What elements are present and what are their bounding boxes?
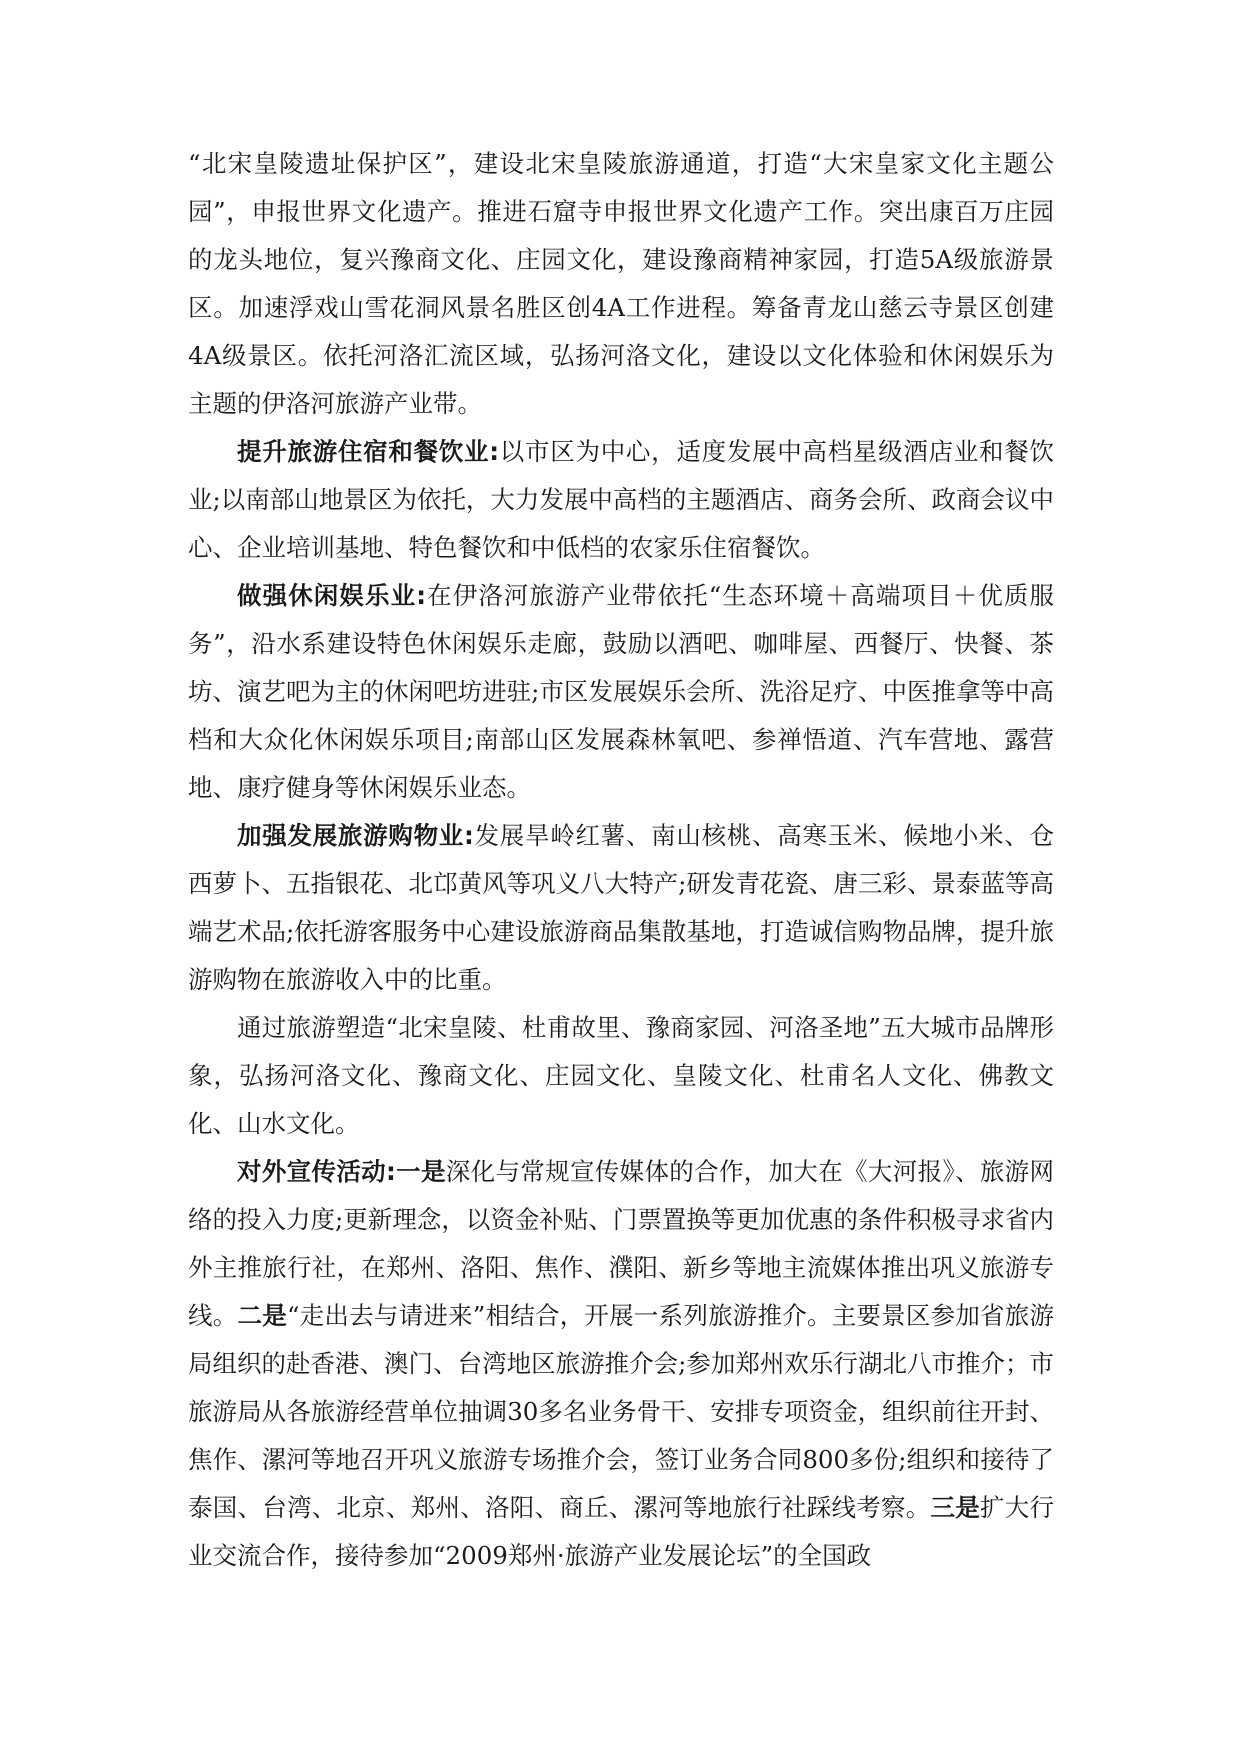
paragraph-promotion <box>188 1148 1054 1580</box>
paragraph-text: 在伊洛河旅游产业带依托“生态环境＋高端项目＋优质服务”，沿水系建设特色休闲娱乐走廊，鼓励以酒吧、咖啡屋、西餐厅、快餐、茶坊、演艺吧为主的休闲吧坊进驻;市区发展娱乐会所、洗浴足疗、中医推拿等中高档和大众化休闲娱乐项目;南部山区发展森林氧吧、参禅悟道、汽车营地、露营地、康疗健身等休闲娱乐业态。 <box>188 581 1055 802</box>
promo-point-one-label: 一是 <box>395 1157 446 1186</box>
paragraph-lead: 加强发展旅游购物业: <box>237 821 474 850</box>
paragraph-text: 以市区为中心，适度发展中高档星级酒店业和餐饮业;以南部山地景区为依托，大力发展中高档的主题酒店、商务会所、政商会议中心、企业培训基地、特色餐饮和中低档的农家乐住宿餐饮。 <box>188 437 1055 562</box>
promo-point-one-text: 深化与常规宣传媒体的合作，加大在《大河报》、旅游网络的投入力度;更新理念，以资金补贴、门票置换等更加优惠的条件积极寻求省内外主推旅行社，在郑州、洛阳、焦作、濮阳、新乡等地主流媒体推出巩义旅游专线。 <box>188 1157 1054 1330</box>
paragraph-lodging <box>188 428 1054 572</box>
promo-point-three-text: 扩大行业交流合作，接待参加“2009郑州·旅游产业发展论坛”的全国政 <box>188 1493 1054 1570</box>
paragraph-text: 通过旅游塑造“北宋皇陵、杜甫故里、豫商家园、河洛圣地”五大城市品牌形象，弘扬河洛文化、豫商文化、庄园文化、皇陵文化、杜甫名人文化、佛教文化、山水文化。 <box>188 1013 1055 1138</box>
promo-point-three-label: 三是 <box>930 1493 980 1522</box>
document-page <box>188 140 1054 1580</box>
paragraph-shopping <box>188 812 1054 1004</box>
promo-point-two-text: “走出去与请进来”相结合，开展一系列旅游推介。主要景区参加省旅游局组织的赴香港、澳门、台湾地区旅游推介会;参加郑州欢乐行湖北八市推介；市旅游局从各旅游经营单位抽调30多名业务骨干、安排专项资金，组织前往开封、焦作、漯河等地召开巩义旅游专场推介会，签订业务合同800多份;组织和接待了泰国、台湾、北京、郑州、洛阳、商丘、漯河等地旅行社踩线考察。 <box>188 1301 1055 1522</box>
paragraph-leisure <box>188 572 1054 812</box>
paragraph-lead: 提升旅游住宿和餐饮业: <box>237 437 500 466</box>
paragraph-heritage <box>188 140 1054 428</box>
paragraph-brand <box>188 1004 1054 1148</box>
promo-point-two-label: 二是 <box>237 1301 287 1330</box>
paragraph-text: “北宋皇陵遗址保护区”，建设北宋皇陵旅游通道，打造“大宋皇家文化主题公园”，申报世界文化遗产。推进石窟寺申报世界文化遗产工作。突出康百万庄园的龙头地位，复兴豫商文化、庄园文化，建设豫商精神家园，打造5A级旅游景区。加速浮戏山雪花洞风景名胜区创4A工作进程。筹备青龙山慈云寺景区创建4A级景区。依托河洛汇流区域，弘扬河洛文化，建设以文化体验和休闲娱乐为主题的伊洛河旅游产业带。 <box>188 149 1054 418</box>
paragraph-lead: 对外宣传活动: <box>237 1157 396 1186</box>
paragraph-lead: 做强休闲娱乐业: <box>237 581 426 610</box>
paragraph-text: 发展旱岭红薯、南山核桃、高寒玉米、候地小米、仓西萝卜、五指银花、北邙黄风等巩义八大特产;研发青花瓷、唐三彩、景泰蓝等高端艺术品;依托游客服务中心建设旅游商品集散基地，打造诚信购物品牌，提升旅游购物在旅游收入中的比重。 <box>188 821 1055 994</box>
